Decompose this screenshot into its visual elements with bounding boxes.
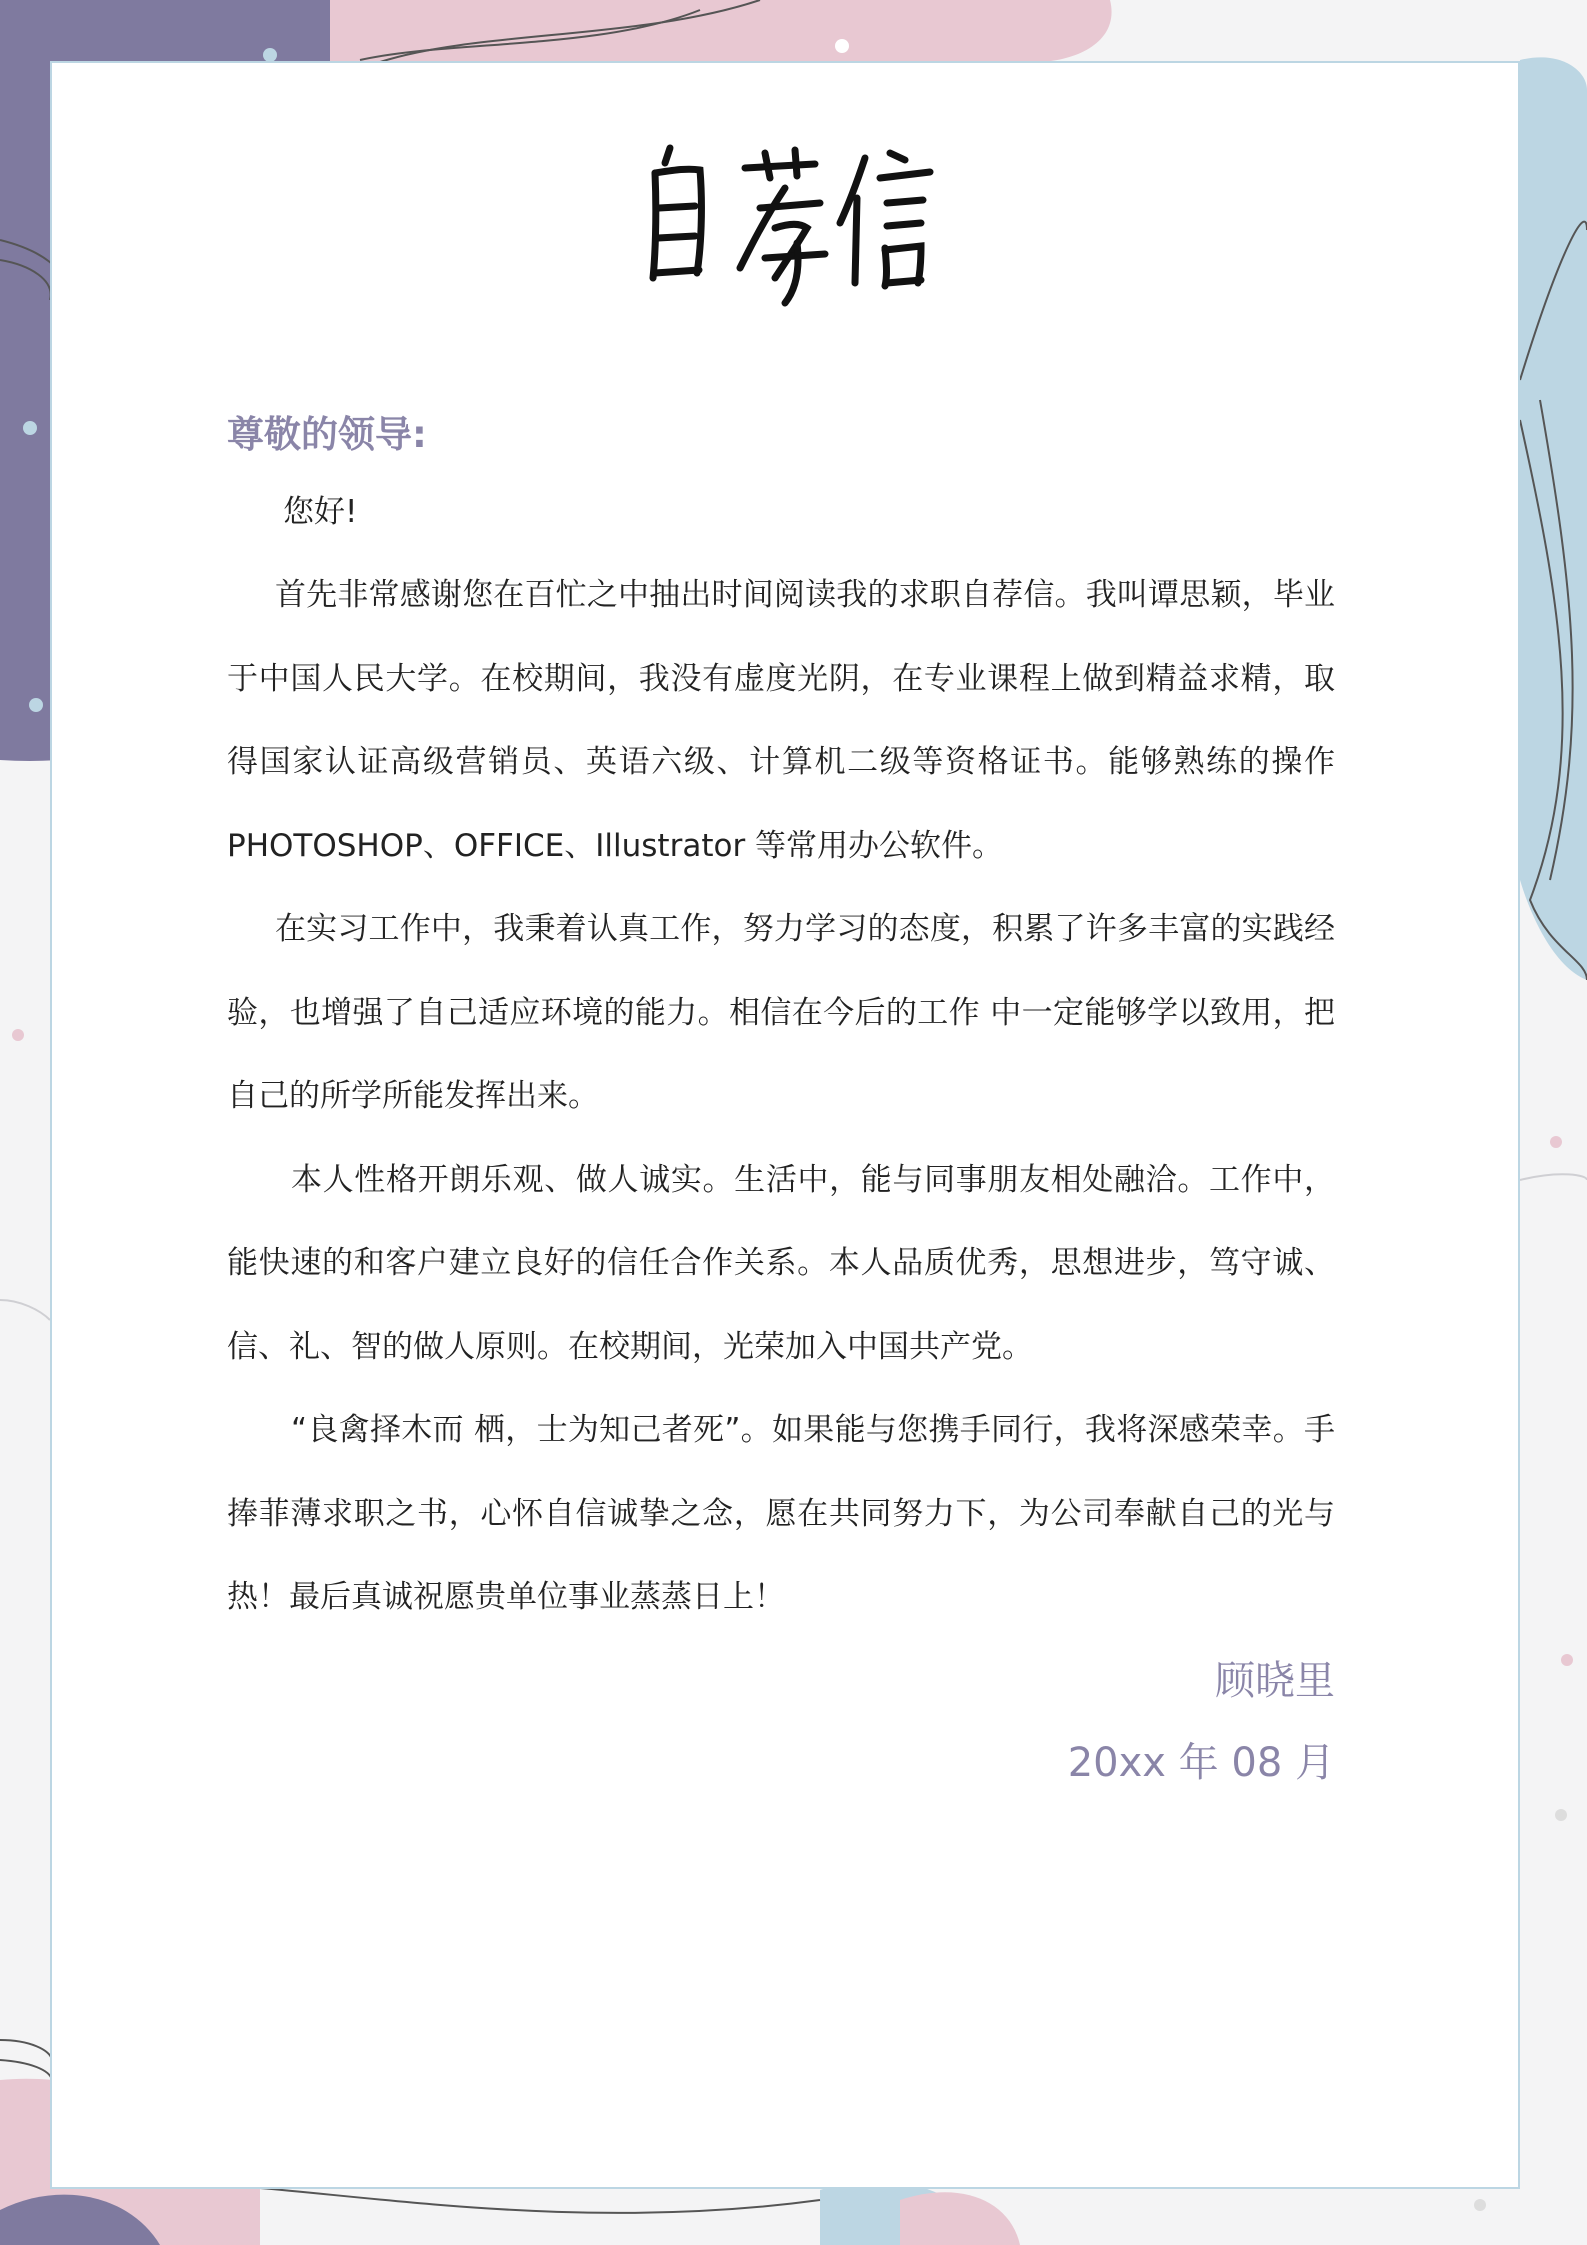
greeting: 您好! [283, 494, 358, 530]
paragraph-internship: 在实习工作中，我秉着认真工作，努力学习的态度，积累了许多丰富的实践经验，也增强了自己适应环境的能力。相信在今后的工作 中一定能够学以致用，把自己的所学所能发挥出来。 [227, 911, 1335, 1114]
signature-date: 20xx 年 08 月 [1067, 1739, 1335, 1786]
pink-blob-top [330, 0, 1112, 62]
paragraph-personality: 本人性格开朗乐观、做人诚实。生活中，能与同事朋友相处融洽。工作中，能快速的和客户建立良好的信任合作关系。本人品质优秀，思想进步，笃守诚、信、礼、智的做人原则。在校期间，光荣加入中国共产党。 [227, 1161, 1335, 1365]
salutation: 尊敬的领导: [227, 413, 427, 456]
paragraph-closing: “良禽择木而 栖，士为知己者死”。如果能与您携手同行，我将深感荣幸。手捧菲薄求职之书，心怀自信诚挚之念，愿在共同努力下，为公司奉献自己的光与热！最后真诚祝愿贵单位事业蒸蒸日上！ [227, 1412, 1335, 1615]
pink-blob-bottom-right [900, 2192, 1020, 2245]
calligraphy-title-mark [625, 108, 945, 308]
signature-name: 顾晓里 [1215, 1657, 1335, 1704]
letter-title [50, 108, 1520, 308]
blue-blob-right [1520, 57, 1587, 980]
paragraph-intro: 首先非常感谢您在百忙之中抽出时间阅读我的求职自荐信。我叫谭思颖，毕业于中国人民大学。在校期间，我没有虚度光阴，在专业课程上做到精益求精，取得国家认证高级营销员、英语六级、计算机二级等资格证书。能够熟练的操作 PHOTOSHOP、OFFICE、Illustrator 等常用办公软件。 [227, 577, 1335, 864]
letter-body [227, 400, 1335, 1804]
